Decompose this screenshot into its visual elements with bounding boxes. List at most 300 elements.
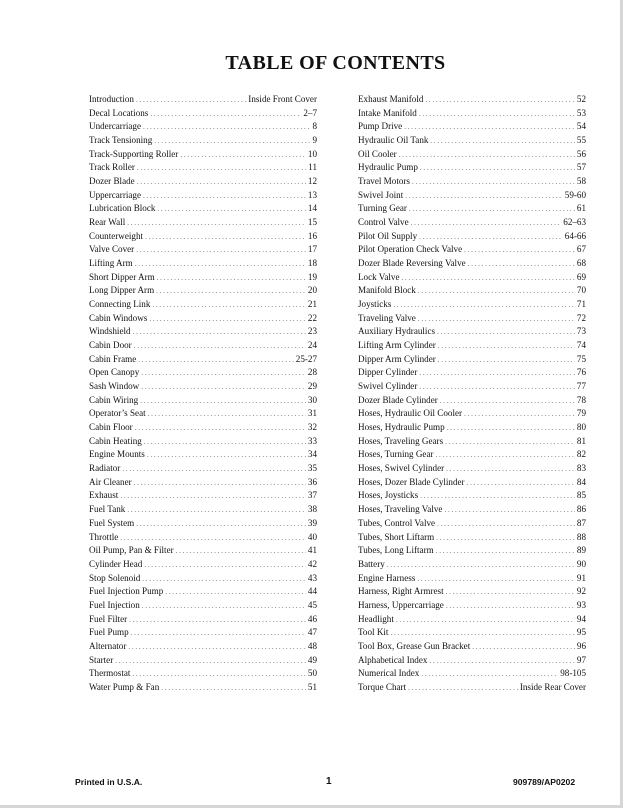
toc-entry-label: Lock Valve [358, 271, 400, 282]
toc-entry-page: 20 [307, 285, 317, 296]
toc-entry [89, 448, 317, 462]
toc-entry-page: 40 [307, 531, 317, 542]
toc-entry-label: Stop Solenoid [89, 572, 141, 583]
toc-entry [89, 421, 317, 435]
toc-entry [358, 120, 586, 134]
dot-leader [147, 449, 306, 463]
toc-entry-page: 74 [576, 340, 586, 351]
toc-entry [358, 517, 586, 531]
toc-entry [89, 394, 317, 408]
toc-entry-page: 10 [307, 148, 317, 159]
toc-entry-label: Operator’s Seat [89, 408, 146, 419]
toc-entry [89, 298, 317, 312]
toc-entry-label: Rear Wall [89, 217, 126, 228]
dot-leader [137, 176, 306, 190]
toc-entry-page: 41 [307, 545, 317, 556]
toc-entry-label: Hoses, Traveling Valve [358, 504, 443, 515]
toc-entry [358, 380, 586, 394]
toc-entry-label: Oil Cooler [358, 148, 397, 159]
toc-entry-label: Open Canopy [89, 367, 140, 378]
dot-leader [145, 231, 306, 245]
toc-entry-page: 88 [576, 531, 586, 542]
dot-leader [464, 244, 575, 258]
toc-entry-page: 58 [576, 176, 586, 187]
toc-entry [89, 312, 317, 326]
toc-entry-label: Oil Pump, Pan & Filter [89, 545, 174, 556]
toc-entry [358, 407, 586, 421]
toc-entry-label: Cabin Door [89, 340, 132, 351]
toc-entry [358, 161, 586, 175]
toc-entry [89, 380, 317, 394]
dot-leader [436, 532, 575, 546]
toc-entry [89, 175, 317, 189]
dot-leader [418, 285, 575, 299]
toc-entry-page: 29 [307, 381, 317, 392]
toc-entry-page: 61 [576, 203, 586, 214]
toc-entry-page: 22 [307, 312, 317, 323]
toc-entry [358, 667, 586, 681]
toc-entry-label: Cabin Wiring [89, 394, 139, 405]
toc-entry-page: 32 [307, 422, 317, 433]
dot-leader [417, 573, 575, 587]
toc-entry-page: 71 [576, 299, 586, 310]
toc-entry [89, 257, 317, 271]
toc-entry-label: Track-Supporting Roller [89, 148, 179, 159]
toc-entry [358, 476, 586, 490]
toc-entry-page: 17 [307, 244, 317, 255]
toc-entry-label: Radiator [89, 463, 121, 474]
dot-leader [142, 573, 306, 587]
toc-entry [89, 626, 317, 640]
dot-leader [165, 586, 306, 600]
toc-entry-page: 52 [576, 94, 586, 104]
toc-entry-page: 94 [576, 613, 586, 624]
toc-entry-page: 67 [576, 244, 586, 255]
toc-entry-page: 30 [307, 394, 317, 405]
toc-entry-label: Short Dipper Arm [89, 271, 155, 282]
toc-entry [358, 654, 586, 668]
toc-entry-label: Exhaust [89, 490, 119, 501]
dot-leader [143, 190, 306, 204]
toc-entry-label: Windshield [89, 326, 131, 337]
toc-entry [89, 435, 317, 449]
toc-entry-page: 51 [307, 681, 317, 692]
toc-entry [358, 312, 586, 326]
toc-entry-label: Hoses, Joysticks [358, 490, 419, 501]
dot-leader [436, 449, 575, 463]
toc-entry-label: Lifting Arm [89, 258, 133, 269]
dot-leader [396, 614, 575, 628]
toc-entry-label: Hoses, Hydraulic Pump [358, 422, 445, 433]
toc-entry [358, 325, 586, 339]
toc-entry [358, 339, 586, 353]
toc-entry-label: Torque Chart [358, 681, 407, 692]
toc-entry [89, 572, 317, 586]
toc-entry-page: Inside Front Cover [248, 94, 317, 104]
toc-entry-page: 97 [576, 654, 586, 665]
toc-entry-page: 92 [576, 586, 586, 597]
toc-entry [89, 120, 317, 134]
toc-entry-page: 16 [307, 230, 317, 241]
toc-entry-page: 59-60 [564, 189, 586, 200]
toc-entry [358, 271, 586, 285]
toc-entry-page: 12 [307, 176, 317, 187]
toc-entry-page: 42 [307, 558, 317, 569]
toc-entry-page: 39 [307, 517, 317, 528]
toc-entry-label: Tubes, Short Liftarm [358, 531, 435, 542]
toc-entry-page: 28 [307, 367, 317, 378]
toc-entry [358, 189, 586, 203]
toc-entry-label: Decal Locations [89, 107, 149, 118]
toc-entry [358, 353, 586, 367]
dot-leader [420, 490, 575, 504]
toc-entry-page: 21 [307, 299, 317, 310]
dot-leader [144, 436, 306, 450]
dot-leader [446, 600, 575, 614]
toc-entry-page: 46 [307, 613, 317, 624]
toc-entry [358, 599, 586, 613]
toc-entry-label: Alphabetical Index [358, 654, 428, 665]
dot-leader [144, 559, 306, 573]
toc-entry-label: Cabin Frame [89, 353, 137, 364]
toc-entry-page: 9 [312, 135, 317, 146]
toc-entry [358, 558, 586, 572]
dot-leader [142, 600, 306, 614]
dot-leader [127, 217, 306, 231]
dot-leader [425, 94, 574, 108]
dot-leader [137, 162, 306, 176]
toc-entry-page: 86 [576, 504, 586, 515]
toc-entry-label: Traveling Valve [358, 312, 416, 323]
toc-entry-label: Travel Motors [358, 176, 410, 187]
dot-leader [436, 545, 575, 559]
toc-entry [89, 681, 317, 695]
toc-entry [89, 613, 317, 627]
toc-entry [358, 572, 586, 586]
toc-entry-page: 90 [576, 558, 586, 569]
toc-entry-page: 25-27 [295, 353, 317, 364]
toc-entry [358, 626, 586, 640]
toc-entry-label: Air Cleaner [89, 476, 132, 487]
toc-entry-page: 77 [576, 381, 586, 392]
dot-leader [180, 149, 306, 163]
toc-entry-label: Water Pump & Fan [89, 681, 160, 692]
dot-leader [129, 614, 306, 628]
toc-entry-label: Exhaust Manifold [358, 94, 424, 104]
dot-leader [409, 203, 575, 217]
toc-entry [89, 134, 317, 148]
toc-entry [358, 284, 586, 298]
toc-entry-label: Thermostat [89, 668, 131, 679]
toc-entry-page: 23 [307, 326, 317, 337]
toc-entry-label: Hydraulic Oil Tank [358, 135, 429, 146]
toc-entry-page: 13 [307, 189, 317, 200]
dot-leader [133, 326, 306, 340]
toc-entry-label: Dipper Arm Cylinder [358, 353, 436, 364]
toc-entry-page: 75 [576, 353, 586, 364]
toc-entry-page: 55 [576, 135, 586, 146]
toc-entry-page: 14 [307, 203, 317, 214]
toc-entry [358, 394, 586, 408]
toc-column-right [358, 93, 586, 695]
toc-entry [358, 216, 586, 230]
toc-entry-page: 34 [307, 449, 317, 460]
dot-leader [446, 463, 575, 477]
toc-entry-page: 96 [576, 640, 586, 651]
toc-entry [358, 230, 586, 244]
toc-entry [89, 558, 317, 572]
toc-entry [358, 421, 586, 435]
toc-entry-label: Uppercarriage [89, 189, 142, 200]
toc-entry-label: Tool Box, Grease Gun Bracket [358, 640, 471, 651]
toc-entry-label: Hoses, Traveling Gears [358, 435, 444, 446]
toc-entry-page: 44 [307, 586, 317, 597]
toc-entry [358, 148, 586, 162]
dot-leader [140, 395, 306, 409]
dot-leader [143, 121, 310, 135]
toc-entry-label: Hoses, Turning Gear [358, 449, 434, 460]
toc-entry-label: Dozer Blade [89, 176, 135, 187]
toc-entry-page: 87 [576, 517, 586, 528]
toc-entry [89, 189, 317, 203]
dot-leader [150, 108, 301, 122]
dot-leader [421, 668, 558, 682]
toc-entry [89, 243, 317, 257]
dot-leader [136, 94, 246, 108]
toc-entry-page: 15 [307, 217, 317, 228]
dot-leader [152, 299, 306, 313]
toc-entry [358, 462, 586, 476]
dot-leader [408, 682, 518, 696]
toc-entry [358, 640, 586, 654]
toc-entry-page: 37 [307, 490, 317, 501]
toc-entry-page: 18 [307, 258, 317, 269]
dot-leader [157, 272, 306, 286]
toc-entry-page: 91 [576, 572, 586, 583]
toc-entry-label: Harness, Right Armrest [358, 586, 444, 597]
toc-entry [89, 585, 317, 599]
dot-leader [419, 381, 575, 395]
toc-entry [358, 613, 586, 627]
toc-entry-page: 64-66 [564, 230, 586, 241]
toc-entry [358, 107, 586, 121]
dot-leader [141, 367, 306, 381]
toc-entry-page: 69 [576, 271, 586, 282]
page-title: TABLE OF CONTENTS [225, 52, 446, 74]
toc-entry-label: Swivel Cylinder [358, 381, 418, 392]
toc-entry-label: Headlight [358, 613, 394, 624]
dot-leader [464, 408, 575, 422]
toc-entry-label: Undercarriage [89, 121, 142, 132]
dot-leader [445, 436, 575, 450]
toc-entry-label: Cabin Heating [89, 435, 142, 446]
toc-entry [358, 93, 586, 107]
toc-entry [89, 161, 317, 175]
toc-entry-label: Cylinder Head [89, 558, 143, 569]
toc-entry-page: 83 [576, 463, 586, 474]
toc-entry [358, 298, 586, 312]
dot-leader [419, 108, 575, 122]
dot-leader [437, 326, 575, 340]
dot-leader [387, 559, 575, 573]
dot-leader [399, 149, 575, 163]
dot-leader [138, 354, 294, 368]
toc-entry-label: Pilot Oil Supply [358, 230, 418, 241]
toc-entry [89, 284, 317, 298]
dot-leader [141, 381, 306, 395]
dot-leader [120, 532, 306, 546]
dot-leader [412, 176, 575, 190]
dot-leader [440, 395, 575, 409]
toc-entry-page: 8 [312, 121, 317, 132]
toc-entry [89, 503, 317, 517]
toc-entry-page: 49 [307, 654, 317, 665]
toc-entry [358, 489, 586, 503]
toc-entry-label: Hydraulic Pump [358, 162, 418, 173]
toc-entry [89, 599, 317, 613]
toc-entry-label: Fuel Tank [89, 504, 126, 515]
toc-entry-label: Fuel Pump [89, 627, 129, 638]
toc-entry-page: 62–63 [563, 217, 586, 228]
toc-entry-label: Hoses, Dozer Blade Cylinder [358, 476, 465, 487]
toc-entry [358, 585, 586, 599]
toc-entry [89, 230, 317, 244]
toc-entry-page: 78 [576, 394, 586, 405]
toc-entry-label: Lifting Arm Cylinder [358, 340, 436, 351]
toc-entry-label: Tool Kit [358, 627, 389, 638]
dot-leader [135, 422, 306, 436]
toc-entry [89, 107, 317, 121]
toc-entry-label: Valve Cover [89, 244, 135, 255]
dot-leader [122, 463, 306, 477]
toc-entry-page: 2–7 [303, 107, 317, 118]
dot-leader [446, 586, 575, 600]
toc-entry-page: 98-105 [560, 668, 586, 679]
toc-entry [358, 202, 586, 216]
toc-entry-label: Swivel Joint [358, 189, 404, 200]
toc-entry [89, 93, 317, 107]
toc-entry [89, 654, 317, 668]
toc-entry [358, 448, 586, 462]
toc-entry-label: Cabin Windows [89, 312, 148, 323]
toc-entry [358, 134, 586, 148]
toc-entry-label: Hoses, Swivel Cylinder [358, 463, 445, 474]
dot-leader [148, 408, 306, 422]
toc-entry-label: Alternator [89, 640, 127, 651]
toc-entry-label: Control Valve [358, 217, 409, 228]
dot-leader [444, 504, 574, 518]
toc-entry-page: 82 [576, 449, 586, 460]
dot-leader [161, 682, 306, 696]
toc-entry-label: Harness, Uppercarriage [358, 599, 444, 610]
toc-entry-label: Numerical Index [358, 668, 420, 679]
dot-leader [131, 627, 306, 641]
toc-entry-page: 57 [576, 162, 586, 173]
toc-entry [89, 339, 317, 353]
dot-leader [149, 313, 306, 327]
dot-leader [411, 217, 562, 231]
dot-leader [134, 340, 306, 354]
toc-entry-label: Tubes, Long Liftarm [358, 545, 434, 556]
toc-entry-page: 68 [576, 258, 586, 269]
toc-entry-page: 53 [576, 107, 586, 118]
toc-entry-label: Intake Manifold [358, 107, 417, 118]
toc-entry [89, 353, 317, 367]
toc-entry-label: Cabin Floor [89, 422, 133, 433]
dot-leader [115, 655, 306, 669]
toc-entry-label: Engine Harness [358, 572, 416, 583]
dot-leader [420, 162, 575, 176]
toc-entry-page: 48 [307, 640, 317, 651]
toc-entry-label: Dozer Blade Reversing Valve [358, 258, 466, 269]
toc-entry [89, 325, 317, 339]
toc-entry-label: Dipper Cylinder [358, 367, 418, 378]
toc-entry-label: Track Roller [89, 162, 135, 173]
dot-leader [405, 190, 563, 204]
toc-entry [89, 271, 317, 285]
dot-leader [390, 627, 574, 641]
toc-entry-label: Pilot Operation Check Valve [358, 244, 463, 255]
toc-entry [89, 531, 317, 545]
toc-entry [89, 667, 317, 681]
dot-leader [154, 135, 310, 149]
toc-entry [89, 202, 317, 216]
dot-leader [136, 518, 306, 532]
dot-leader [429, 655, 574, 669]
toc-entry-label: Joysticks [358, 299, 392, 310]
dot-leader [419, 367, 575, 381]
toc-entry [358, 366, 586, 380]
toc-entry [358, 544, 586, 558]
toc-entry-label: Turning Gear [358, 203, 407, 214]
toc-entry-page: 81 [576, 435, 586, 446]
footer-printed: Printed in U.S.A. [75, 777, 143, 787]
toc-entry-label: Auxiliary Hydraulics [358, 326, 436, 337]
toc-entry-label: Long Dipper Arm [89, 285, 155, 296]
toc-entry-page: 76 [576, 367, 586, 378]
toc-entry-page: 95 [576, 627, 586, 638]
toc-entry-label: Tubes, Control Valve [358, 517, 436, 528]
toc-entry [358, 435, 586, 449]
toc-entry [89, 489, 317, 503]
toc-entry [358, 681, 586, 695]
dot-leader [472, 641, 575, 655]
toc-entry [89, 407, 317, 421]
toc-entry-page: 89 [576, 545, 586, 556]
toc-entry-page: 85 [576, 490, 586, 501]
toc-entry [358, 243, 586, 257]
toc-entry-page: 11 [308, 162, 317, 173]
toc-column-left [89, 93, 317, 695]
dot-leader [176, 545, 306, 559]
dot-leader [418, 313, 575, 327]
toc-entry-page: Inside Rear Cover [519, 681, 586, 692]
toc-entry [358, 531, 586, 545]
toc-entry-page: 45 [307, 599, 317, 610]
toc-entry-page: 50 [307, 668, 317, 679]
toc-entry-page: 73 [576, 326, 586, 337]
dot-leader [404, 121, 575, 135]
toc-entry-page: 24 [307, 340, 317, 351]
toc-entry-label: Introduction [89, 94, 134, 104]
toc-entry-label: Counterweight [89, 230, 144, 241]
toc-entry-page: 93 [576, 599, 586, 610]
toc-entry-label: Dozer Blade Cylinder [358, 394, 438, 405]
toc-entry-page: 43 [307, 572, 317, 583]
toc-entry-page: 38 [307, 504, 317, 515]
toc-entry-label: Connecting Link [89, 299, 151, 310]
dot-leader [136, 244, 306, 258]
